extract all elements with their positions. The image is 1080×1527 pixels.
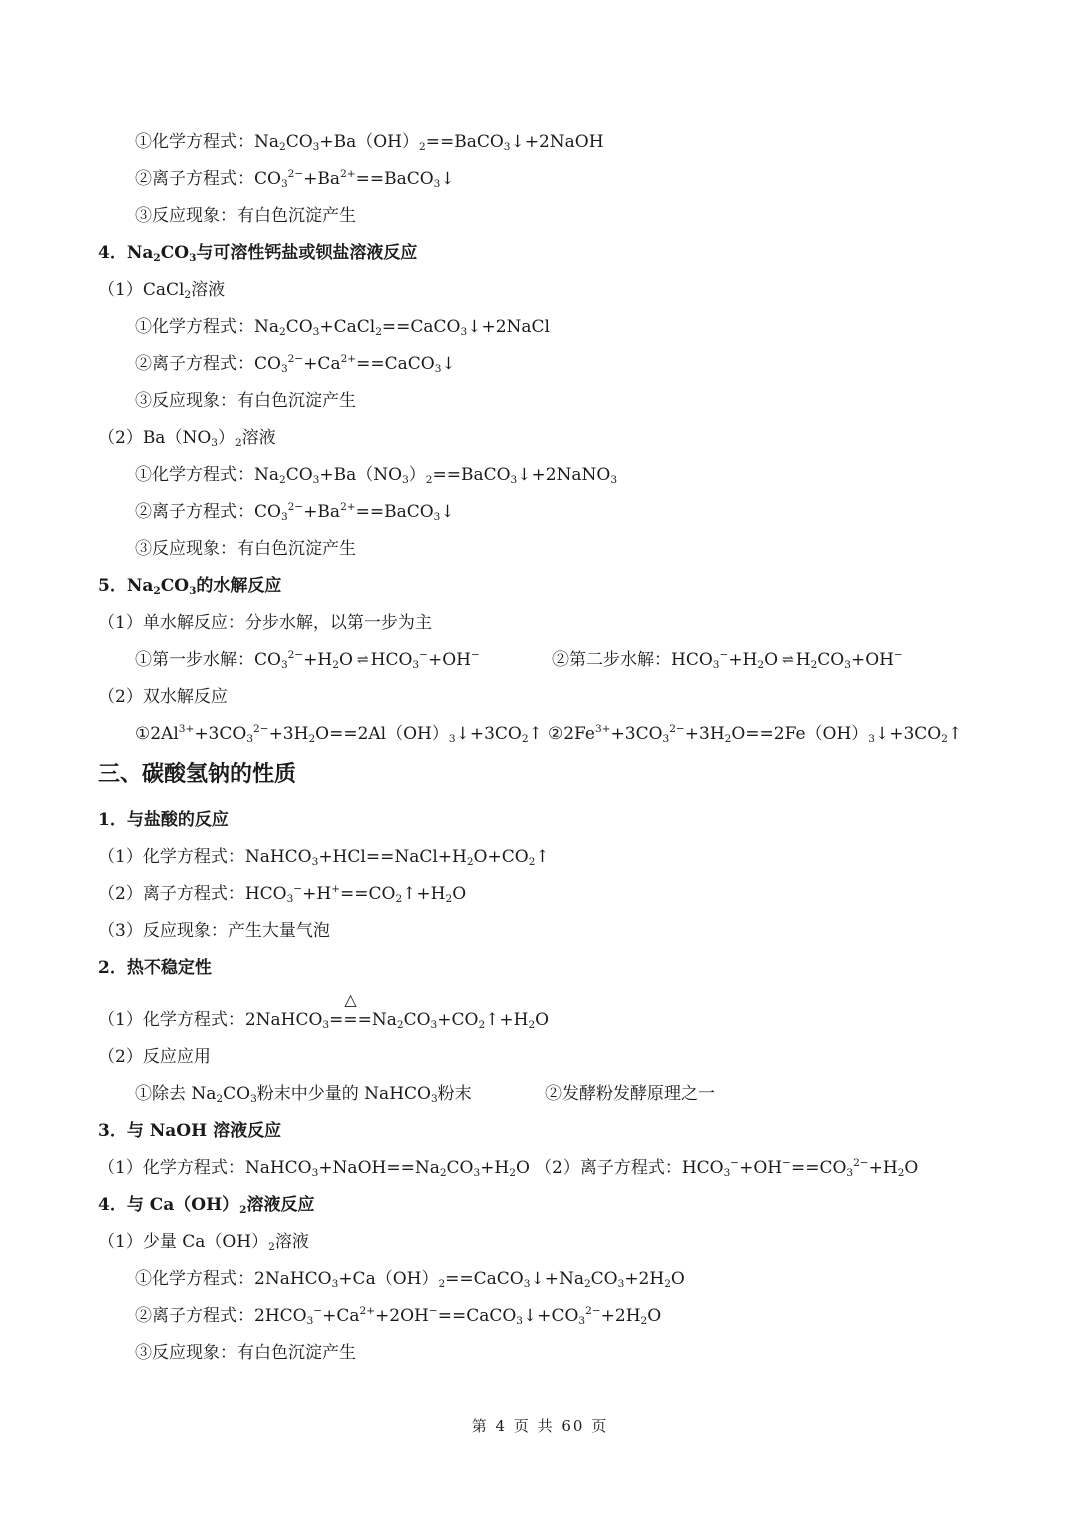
subsection-heading: 1．与盐酸的反应 (98, 810, 229, 830)
text-line: ①化学方程式：$Na_2CO_3+Ba(OH)_2==BaCO_3↓+2NaOH$ (135, 132, 604, 154)
text-line: $①2Al^{3+}+3CO_3^{2-}+3H_2O==2Al(OH)_3↓+3CO_2↑$ (135, 723, 543, 746)
text-line: （1）单水解反应：分步水解，以第一步为主 (98, 613, 432, 633)
subsection-heading: 4．与 $Ca(OH)_2$溶液反应 (98, 1195, 315, 1217)
text-line: （2）反应应用 (98, 1047, 211, 1067)
text-line: ③反应现象：有白色沉淀产生 (135, 206, 356, 226)
text-line: ①化学方程式：$2NaHCO_3+Ca(OH)_2==CaCO_3↓+Na_2CO_3+2H_2O$ (135, 1269, 685, 1291)
text-line: ②第二步水解：$HCO_3^-+H_2O$ ⇌ $H_2CO_3+OH^-$ (552, 649, 903, 672)
page-footer: 第 4 页 共 60 页 (471, 1417, 609, 1435)
subsection-heading: 3．与 NaOH 溶液反应 (98, 1121, 282, 1141)
subsection-heading: 5．$Na_2CO_3$的水解反应 (98, 576, 282, 598)
text-line: ②离子方程式：$CO_3^{2-}+Ba^{2+}==BaCO_3↓$ (135, 501, 455, 524)
text-line: $(2)Ba(NO_3)_2$溶液 (98, 428, 276, 450)
text-line: ①除去 $Na_2CO_3$粉末中少量的 NaHCO$_3$粉末 (135, 1084, 472, 1106)
subsection-heading: 4．$Na_2CO_3$与可溶性钙盐或钡盐溶液反应 (98, 243, 418, 265)
section-heading: 三、碳酸氢钠的性质 (98, 761, 297, 787)
text-line: ②离子方程式：$CO_3^{2-}+Ca^{2+}==CaCO_3↓$ (135, 353, 456, 376)
text-line: （3）反应现象：产生大量气泡 (98, 921, 330, 941)
text-line: （1）少量 $Ca(OH)_2$溶液 (98, 1232, 309, 1254)
text-line: （1）化学方程式：$NaHCO_3+HCl==NaCl+H_2O+CO_2↑$ (98, 847, 550, 869)
text-line: ①第一步水解：$CO_3^{2-}+H_2O$ ⇌ $HCO_3^-+OH^-$ (135, 649, 480, 672)
text-line: ③反应现象：有白色沉淀产生 (135, 391, 356, 411)
text-line: $②2Fe^{3+}+3CO_3^{2-}+3H_2O==2Fe(OH)_3↓+3CO_2↑$ (548, 723, 963, 746)
text-line: ②发酵粉发酵原理之一 (545, 1084, 715, 1104)
text-line: （2）离子方程式：$HCO_3^-+OH^-==CO_3^{2-}+H_2O$ (535, 1157, 919, 1180)
text-line: （1）化学方程式：2NaHCO$_3$ △ $===Na_2CO_3+CO_2↑+H_2O$ (98, 990, 550, 1032)
text-line: ①化学方程式：$Na_2CO_3+CaCl_2==CaCO_3↓+2NaCl$ (135, 317, 550, 339)
text-line: （1）化学方程式：$NaHCO_3+NaOH==Na_2CO_3+H_2O$ (98, 1158, 530, 1180)
text-line: ③反应现象：有白色沉淀产生 (135, 539, 356, 559)
text-line: ①化学方程式：$Na_2CO_3+Ba(NO_3)_2==BaCO_3↓+2NaNO_3$ (135, 465, 618, 487)
text-line: （2）离子方程式：$HCO_3^-+H^+==CO_2↑+H_2O$ (98, 883, 467, 906)
text-line: ②离子方程式：$2HCO_3^-+Ca^{2+}+2OH^-==CaCO_3↓+CO_3^{2-}+2H_2O$ (135, 1305, 662, 1328)
text-line: ③反应现象：有白色沉淀产生 (135, 1343, 356, 1363)
text-line: （1）CaCl$_2$溶液 (98, 280, 226, 302)
text-line: （2）双水解反应 (98, 687, 228, 707)
subsection-heading: 2．热不稳定性 (98, 958, 212, 978)
text-line: ②离子方程式：$CO_3^{2-}+Ba^{2+}==BaCO_3↓$ (135, 168, 455, 191)
